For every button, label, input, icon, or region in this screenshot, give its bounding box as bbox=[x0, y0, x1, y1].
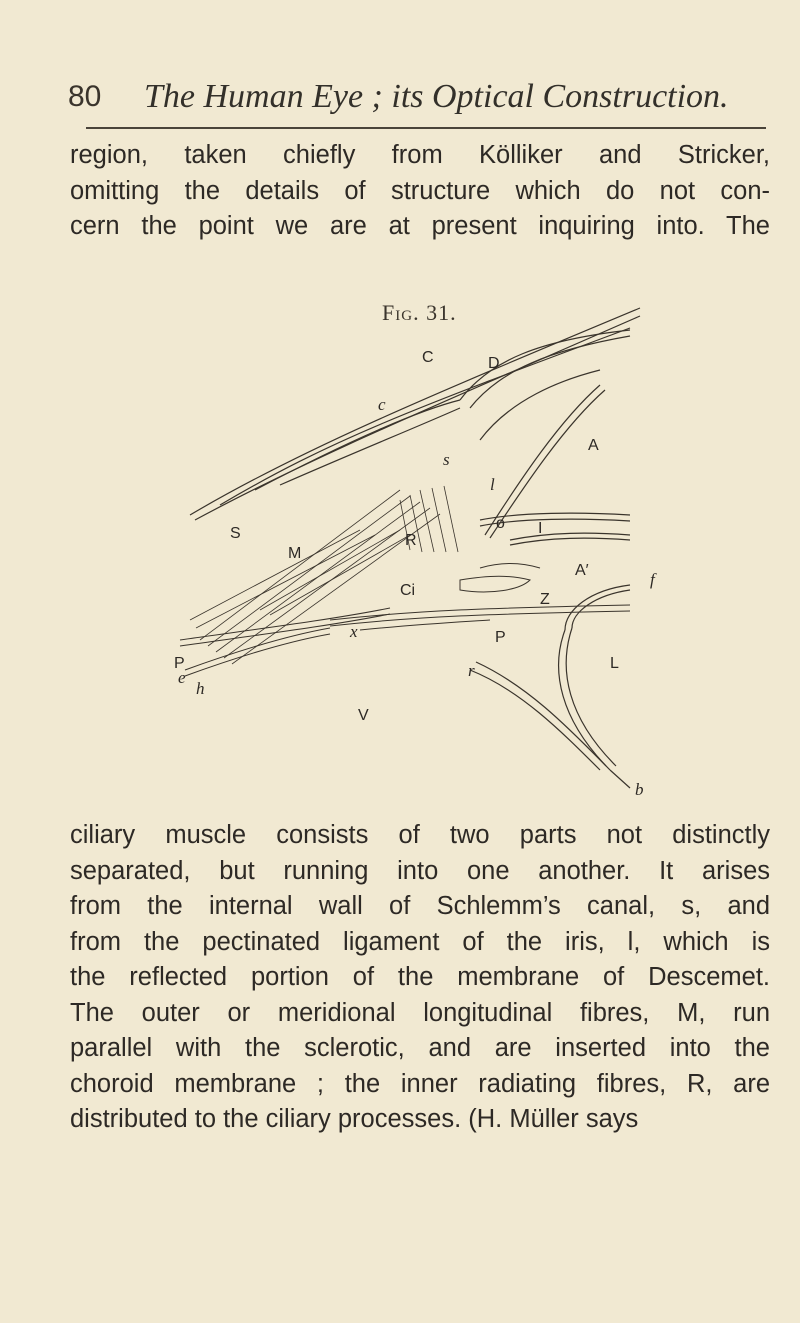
label-P-left: P bbox=[174, 655, 185, 672]
cornea-layers bbox=[190, 308, 640, 520]
text-line: from the internal wall of Schlemm’s canal, s, and bbox=[70, 892, 770, 920]
text-line: choroid membrane ; the inner radiating fibres, R, are bbox=[70, 1069, 770, 1098]
label-I: I bbox=[538, 520, 543, 537]
text-line: region, taken chiefly from Kölliker and Stricker, bbox=[70, 141, 770, 169]
label-R: R bbox=[405, 532, 417, 549]
label-V: V bbox=[358, 707, 369, 724]
choroid-layers bbox=[180, 608, 390, 676]
label-Ci: Ci bbox=[400, 582, 416, 599]
header-rule bbox=[86, 127, 766, 129]
text-line: omitting the details of structure which do not con- bbox=[70, 176, 770, 205]
paragraph-top bbox=[70, 138, 770, 245]
label-x: x bbox=[350, 622, 358, 641]
page-number: 80 bbox=[68, 80, 102, 113]
text-line: ciliary muscle consists of two parts not distinctly bbox=[70, 821, 770, 849]
label-h: h bbox=[196, 679, 205, 698]
label-S: S bbox=[230, 525, 241, 542]
text-line: separated, but running into one another. It arises bbox=[70, 856, 770, 885]
text-line: from the pectinated ligament of the iris, l, which is bbox=[70, 927, 770, 956]
label-c: c bbox=[378, 395, 386, 414]
text-line: the reflected portion of the membrane of Descemet. bbox=[70, 963, 770, 991]
label-b: b bbox=[635, 780, 644, 799]
text-line: cern the point we are at present inquiring into. The bbox=[70, 212, 770, 240]
paragraph-bottom bbox=[70, 818, 770, 1138]
running-title: The Human Eye ; its Optical Construction. bbox=[144, 78, 729, 115]
label-e: e bbox=[178, 668, 186, 687]
label-o: o bbox=[496, 515, 505, 532]
label-Z: Z bbox=[540, 591, 550, 608]
eye-section-figure bbox=[160, 290, 680, 810]
text-line: distributed to the ciliary processes. (H. Müller says bbox=[70, 1105, 639, 1133]
label-P-upper: P bbox=[495, 629, 506, 646]
label-f: f bbox=[650, 570, 655, 589]
figure-caption: Fig. 31. bbox=[382, 300, 457, 325]
lens-and-zonule bbox=[470, 585, 630, 788]
label-M: M bbox=[288, 545, 302, 562]
text-line: The outer or meridional longitudinal fibres, M, run bbox=[70, 998, 770, 1027]
label-D: D bbox=[488, 355, 500, 372]
ciliary-muscle-hatching bbox=[190, 486, 458, 664]
label-C: C bbox=[422, 349, 434, 366]
label-s: s bbox=[443, 450, 450, 469]
label-L: L bbox=[610, 655, 619, 672]
label-A-prime: A′ bbox=[575, 562, 589, 579]
label-A: A bbox=[588, 437, 599, 454]
page-header bbox=[68, 72, 768, 122]
label-r: r bbox=[468, 661, 475, 680]
text-line: parallel with the sclerotic, and are inserted into the bbox=[70, 1034, 770, 1062]
label-l: l bbox=[490, 475, 495, 494]
